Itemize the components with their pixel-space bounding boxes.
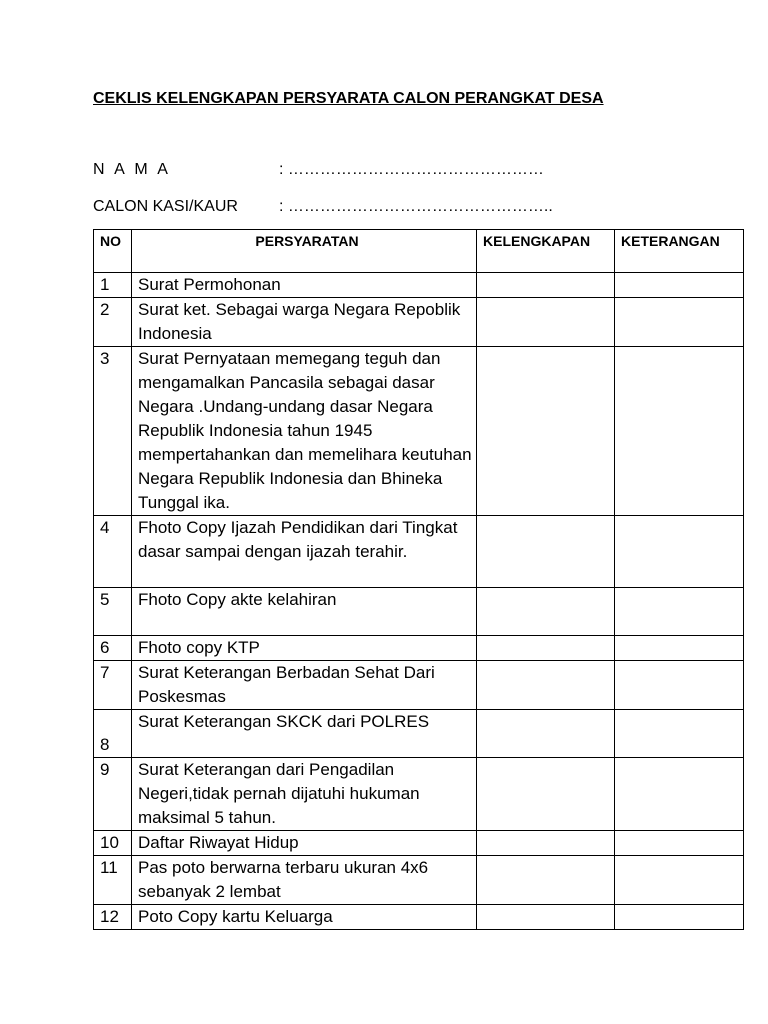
row-no: 8 xyxy=(94,710,132,758)
header-kelengkapan: KELENGKAPAN xyxy=(477,230,615,273)
row-kelengkapan-cell[interactable] xyxy=(477,710,615,758)
nama-field xyxy=(93,161,544,179)
table-row xyxy=(94,636,744,661)
row-no: 5 xyxy=(94,588,132,636)
row-kelengkapan-cell[interactable] xyxy=(477,636,615,661)
table-row xyxy=(94,588,744,636)
row-no: 1 xyxy=(94,273,132,298)
row-persyaratan: Surat Keterangan dari Pengadilan Negeri,tidak pernah dijatuhi hukuman maksimal 5 tahun. xyxy=(132,758,477,831)
header-keterangan: KETERANGAN xyxy=(615,230,744,273)
row-no: 3 xyxy=(94,347,132,516)
row-persyaratan: Pas poto berwarna terbaru ukuran 4x6 sebanyak 2 lembat xyxy=(132,856,477,905)
table-row xyxy=(94,856,744,905)
row-keterangan-cell[interactable] xyxy=(615,710,744,758)
table-row xyxy=(94,710,744,758)
page-title: CEKLIS KELENGKAPAN PERSYARATA CALON PERANGKAT DESA xyxy=(93,90,604,107)
row-kelengkapan-cell[interactable] xyxy=(477,661,615,710)
row-no: 10 xyxy=(94,831,132,856)
calon-kasi-kaur-value: : ………………………………………….. xyxy=(279,198,553,215)
row-persyaratan: Fhoto Copy akte kelahiran xyxy=(132,588,477,636)
calon-kasi-kaur-label: CALON KASI/KAUR xyxy=(93,198,238,215)
row-keterangan-cell[interactable] xyxy=(615,588,744,636)
header-persyaratan: PERSYARATAN xyxy=(132,230,477,273)
row-no: 2 xyxy=(94,298,132,347)
row-keterangan-cell[interactable] xyxy=(615,905,744,930)
row-keterangan-cell[interactable] xyxy=(615,831,744,856)
table-header-row xyxy=(94,230,744,273)
row-no: 7 xyxy=(94,661,132,710)
row-kelengkapan-cell[interactable] xyxy=(477,856,615,905)
row-kelengkapan-cell[interactable] xyxy=(477,273,615,298)
row-kelengkapan-cell[interactable] xyxy=(477,588,615,636)
row-keterangan-cell[interactable] xyxy=(615,273,744,298)
row-persyaratan: Fhoto copy KTP xyxy=(132,636,477,661)
row-persyaratan: Daftar Riwayat Hidup xyxy=(132,831,477,856)
row-keterangan-cell[interactable] xyxy=(615,298,744,347)
nama-value: : ………………………………………… xyxy=(279,161,544,178)
table-row xyxy=(94,347,744,516)
nama-label: N A M A xyxy=(93,161,171,178)
header-no: NO xyxy=(94,230,132,273)
row-no: 4 xyxy=(94,516,132,588)
row-persyaratan: Fhoto Copy Ijazah Pendidikan dari Tingkat dasar sampai dengan ijazah terahir. xyxy=(132,516,477,588)
row-no: 6 xyxy=(94,636,132,661)
table-row xyxy=(94,905,744,930)
row-persyaratan: Poto Copy kartu Keluarga xyxy=(132,905,477,930)
row-persyaratan: Surat Keterangan Berbadan Sehat Dari Poskesmas xyxy=(132,661,477,710)
requirements-table xyxy=(93,229,744,930)
row-kelengkapan-cell[interactable] xyxy=(477,347,615,516)
table-row xyxy=(94,661,744,710)
row-persyaratan: Surat Pernyataan memegang teguh dan mengamalkan Pancasila sebagai dasar Negara .Undang-undang dasar Negara Republik Indonesia tahun 1945 mempertahankan dan memelihara keutuhan Negara Republik Indonesia dan Bhineka Tunggal ika. xyxy=(132,347,477,516)
row-kelengkapan-cell[interactable] xyxy=(477,298,615,347)
row-no: 9 xyxy=(94,758,132,831)
row-keterangan-cell[interactable] xyxy=(615,661,744,710)
row-keterangan-cell[interactable] xyxy=(615,856,744,905)
table-row xyxy=(94,831,744,856)
row-keterangan-cell[interactable] xyxy=(615,636,744,661)
row-kelengkapan-cell[interactable] xyxy=(477,831,615,856)
row-kelengkapan-cell[interactable] xyxy=(477,758,615,831)
row-no: 11 xyxy=(94,856,132,905)
table-row xyxy=(94,273,744,298)
row-persyaratan: Surat Permohonan xyxy=(132,273,477,298)
row-persyaratan: Surat Keterangan SKCK dari POLRES xyxy=(132,710,477,758)
row-keterangan-cell[interactable] xyxy=(615,758,744,831)
table-row xyxy=(94,758,744,831)
table-row xyxy=(94,516,744,588)
row-kelengkapan-cell[interactable] xyxy=(477,905,615,930)
row-kelengkapan-cell[interactable] xyxy=(477,516,615,588)
row-persyaratan: Surat ket. Sebagai warga Negara Repoblik Indonesia xyxy=(132,298,477,347)
row-keterangan-cell[interactable] xyxy=(615,347,744,516)
row-keterangan-cell[interactable] xyxy=(615,516,744,588)
table-row xyxy=(94,298,744,347)
row-no: 12 xyxy=(94,905,132,930)
calon-kasi-kaur-field xyxy=(93,198,553,216)
